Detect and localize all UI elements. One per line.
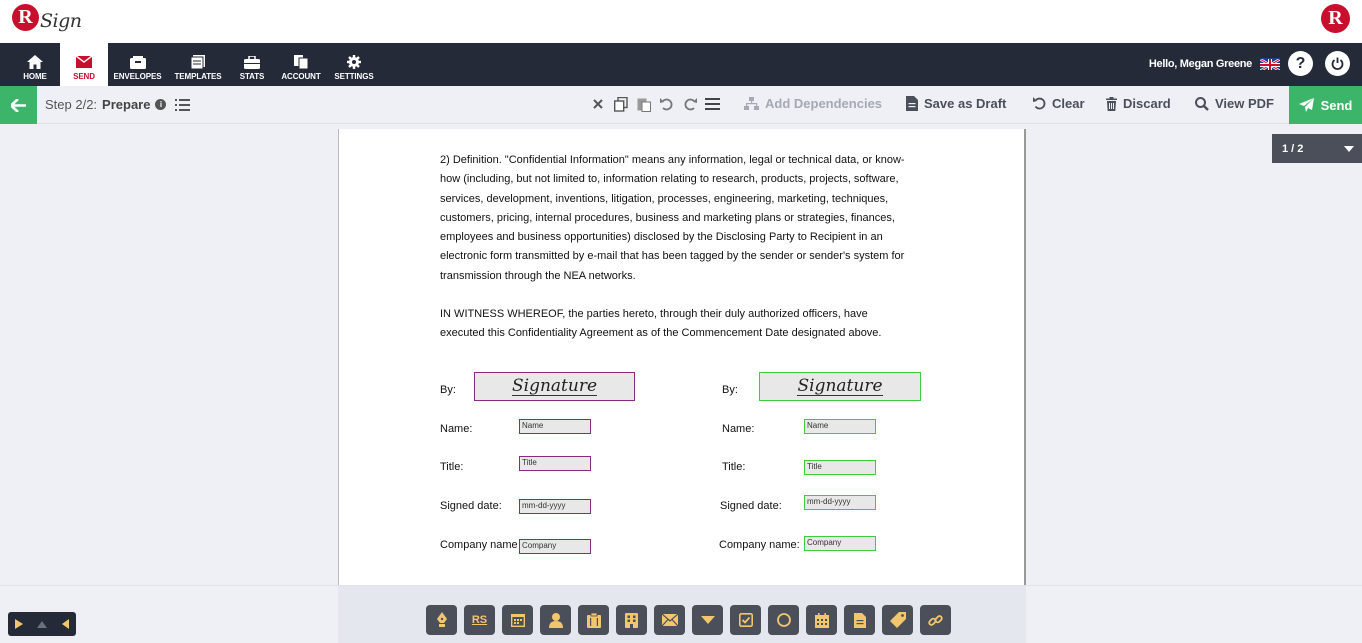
- sitemap-icon: [744, 97, 759, 110]
- page-selector[interactable]: [1272, 134, 1362, 163]
- paste-icon[interactable]: [636, 96, 651, 112]
- caret-down-icon: [701, 616, 715, 624]
- right-name-field[interactable]: Name: [804, 419, 876, 434]
- nav-label: ENVELOPES: [113, 72, 162, 81]
- left-by-label: By:: [440, 384, 456, 396]
- tag-icon: [890, 612, 906, 628]
- nav-label: SETTINGS: [334, 72, 374, 81]
- nav-label: STATS: [239, 72, 265, 81]
- send-button[interactable]: [1289, 86, 1362, 124]
- pen-icon: [436, 612, 448, 628]
- clear-button[interactable]: [1033, 96, 1085, 111]
- power-icon: [1331, 57, 1344, 70]
- discard-button[interactable]: [1106, 96, 1171, 111]
- rsign-logo[interactable]: [12, 4, 82, 32]
- envelope-icon: [76, 55, 92, 69]
- witness-paragraph: [440, 305, 920, 344]
- save-draft-button[interactable]: [906, 96, 1006, 111]
- file-icon: [906, 96, 918, 111]
- brand-bar: [0, 0, 1362, 43]
- back-arrow-icon[interactable]: [62, 619, 69, 629]
- menu-icon[interactable]: [705, 96, 720, 112]
- text-tool[interactable]: [844, 605, 875, 635]
- paper-plane-icon: [1299, 98, 1314, 112]
- nav-envelopes[interactable]: [108, 43, 167, 86]
- nav-home[interactable]: [10, 43, 60, 86]
- add-dependencies-button[interactable]: [744, 96, 882, 111]
- left-signature-field[interactable]: [474, 372, 635, 401]
- radio-tool[interactable]: [768, 605, 799, 635]
- signature-tool[interactable]: [426, 605, 457, 635]
- logo-text: Sign: [40, 10, 82, 32]
- text-line: how (including, but not limited to, information relating to research, products, projects, software,: [440, 173, 899, 186]
- left-title-label: Title:: [440, 461, 464, 473]
- left-name-field[interactable]: Name: [519, 419, 591, 434]
- field-navigator: [8, 612, 76, 636]
- left-date-field[interactable]: mm-dd-yyyy: [519, 499, 591, 514]
- close-icon[interactable]: [590, 96, 605, 112]
- nav-templates[interactable]: [167, 43, 229, 86]
- step-prefix: Step 2/2:: [45, 97, 98, 112]
- field-tools: [426, 605, 951, 635]
- text-line: employees and business opportunities) disclosed by the Disclosing Party to Recipient in an: [440, 231, 883, 244]
- uk-flag-icon[interactable]: [1260, 58, 1280, 70]
- caret-down-icon: [1344, 146, 1354, 152]
- back-button[interactable]: [0, 86, 37, 124]
- step-indicator: [45, 97, 190, 112]
- signature-placeholder: Signature: [511, 376, 598, 396]
- discard-label: Discard: [1123, 96, 1171, 111]
- left-name-label: Name:: [440, 423, 473, 435]
- checkbox-icon: [739, 613, 753, 627]
- right-date-field[interactable]: mm-dd-yyyy: [804, 495, 876, 510]
- text-line: customers, pricing, internal procedures, business and marketing plans or strategies, finances,: [440, 211, 895, 224]
- home-icon: [27, 55, 43, 69]
- send-label: Send: [1320, 97, 1353, 113]
- add-dependencies-label: Add Dependencies: [765, 96, 883, 111]
- help-button[interactable]: ?: [1288, 51, 1313, 76]
- nav-label: TEMPLATES: [174, 72, 222, 81]
- arrow-left-icon: [11, 99, 26, 112]
- nav-label: HOME: [23, 72, 47, 81]
- nav-send[interactable]: [60, 43, 108, 86]
- copy-icon: [293, 55, 309, 69]
- inbox-icon: [130, 55, 146, 69]
- company-tool[interactable]: [616, 605, 647, 635]
- gear-icon: [346, 55, 362, 69]
- user-icon: [549, 613, 563, 628]
- text-line: IN WITNESS WHEREOF, the parties hereto, through their duly authorized officers, have: [440, 308, 868, 320]
- logo-letter: R: [12, 4, 39, 31]
- right-signature-field[interactable]: [759, 372, 921, 401]
- checkbox-tool[interactable]: [730, 605, 761, 635]
- signature-placeholder: Signature: [797, 376, 883, 396]
- right-title-label: Title:: [722, 461, 746, 473]
- label-tool[interactable]: [882, 605, 913, 635]
- rpost-logo: R: [1321, 4, 1350, 33]
- left-company-label: Company name: [440, 539, 518, 551]
- user-greeting: Hello, Megan Greene: [1148, 57, 1252, 70]
- nav-settings[interactable]: [327, 43, 381, 86]
- search-icon: [1195, 97, 1209, 111]
- view-pdf-button[interactable]: [1195, 96, 1274, 111]
- up-arrow-icon[interactable]: [37, 621, 47, 628]
- nav-account[interactable]: [275, 43, 327, 86]
- play-icon[interactable]: [15, 619, 23, 629]
- info-icon[interactable]: i: [155, 99, 166, 110]
- date-tool[interactable]: [806, 605, 837, 635]
- calendar-icon: [511, 613, 525, 627]
- date-signed-tool[interactable]: [502, 605, 533, 635]
- initials-label: RS: [471, 614, 488, 626]
- copy-icon[interactable]: [613, 96, 628, 112]
- text-line: 2) Definition. "Confidential Information" means any information, legal or technical data, or know-: [440, 154, 905, 166]
- left-company-field[interactable]: Company: [519, 539, 591, 554]
- clear-label: Clear: [1052, 96, 1085, 111]
- title-tool[interactable]: [578, 605, 609, 635]
- right-company-label: Company name:: [719, 539, 800, 551]
- envelope-icon: [662, 614, 678, 626]
- right-name-label: Name:: [722, 423, 755, 435]
- text-line: executed this Confidentiality Agreement as of the Commencement Date designated above.: [440, 327, 882, 340]
- text-line: electronic form transmitted by e-mail that has been tagged by the sender or sender's system for: [440, 250, 905, 263]
- nav-label: ACCOUNT: [281, 72, 321, 81]
- document-page: [338, 129, 1026, 585]
- undo-icon[interactable]: [659, 96, 674, 112]
- hyperlink-tool[interactable]: [920, 605, 951, 635]
- file-icon: [854, 613, 866, 628]
- text-line: transmission through the NEA networks.: [440, 269, 636, 282]
- trash-icon: [1106, 97, 1117, 111]
- list-icon[interactable]: [175, 99, 190, 111]
- building-icon: [625, 613, 638, 628]
- power-button[interactable]: [1325, 51, 1350, 76]
- initials-tool[interactable]: [464, 605, 495, 635]
- right-company-field[interactable]: Company: [804, 536, 876, 551]
- nav-label: SEND: [73, 72, 95, 81]
- email-tool[interactable]: [654, 605, 685, 635]
- clipboard-icon: [587, 613, 601, 628]
- right-signed-date-label: Signed date:: [720, 500, 782, 512]
- left-title-field[interactable]: Title: [519, 456, 591, 471]
- briefcase-icon: [244, 55, 260, 69]
- prepare-toolbar: [0, 86, 1362, 124]
- name-tool[interactable]: [540, 605, 571, 635]
- left-signed-date-label: Signed date:: [440, 500, 502, 512]
- dropdown-tool[interactable]: [692, 605, 723, 635]
- document-workspace: [0, 124, 1362, 585]
- redo-icon[interactable]: [682, 96, 697, 112]
- view-pdf-label: View PDF: [1215, 96, 1275, 111]
- link-icon: [928, 613, 943, 628]
- main-nav: [0, 43, 1362, 86]
- right-title-field[interactable]: Title: [804, 460, 876, 475]
- circle-icon: [777, 613, 791, 627]
- text-line: services, development, inventions, litigation, processes, engineering, marketing, techniques,: [440, 192, 889, 205]
- template-icon: [190, 55, 206, 69]
- save-draft-label: Save as Draft: [924, 96, 1007, 111]
- definition-paragraph: [440, 151, 920, 286]
- calendar-icon: [815, 613, 829, 628]
- step-name: Prepare: [102, 97, 151, 112]
- bottom-bar: [0, 585, 1362, 643]
- nav-stats[interactable]: [229, 43, 275, 86]
- page-indicator: 1 / 2: [1282, 142, 1304, 155]
- right-by-label: By:: [722, 384, 738, 396]
- undo-icon: [1033, 97, 1046, 110]
